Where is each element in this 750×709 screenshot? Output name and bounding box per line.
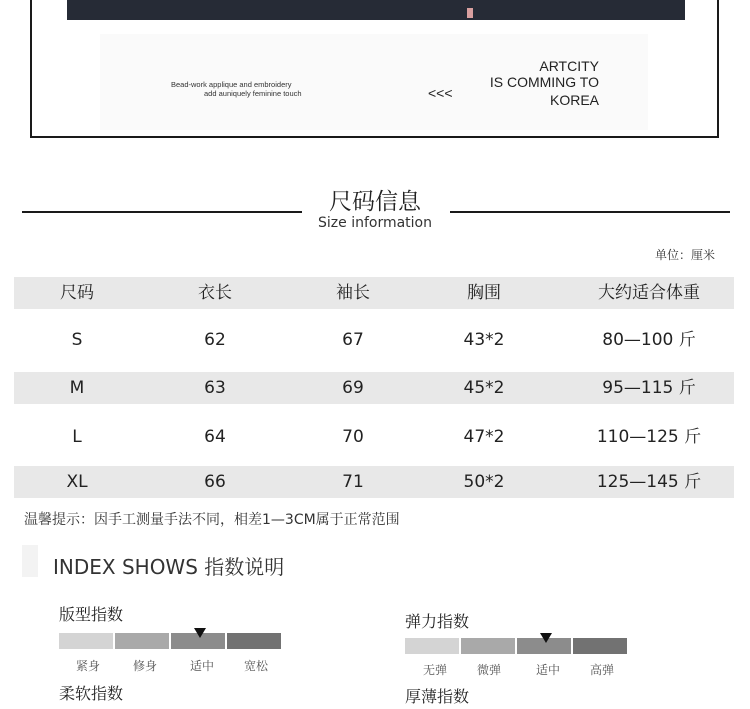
table-row bbox=[14, 372, 734, 404]
elasticity-seg-4 bbox=[573, 638, 627, 654]
table-header-row bbox=[14, 277, 734, 309]
product-photo bbox=[67, 0, 685, 20]
measurement-tip: 温馨提示：因手工测量手法不同，相差1—3CM属于正常范围 bbox=[24, 512, 400, 528]
cell-chest: 47*2 bbox=[463, 427, 505, 447]
fit-level-1: 紧身 bbox=[75, 659, 100, 673]
cell-size: S bbox=[71, 330, 83, 350]
cell-weight: 80—100 斤 bbox=[602, 330, 696, 350]
header-chest: 胸围 bbox=[467, 283, 501, 303]
cell-size: XL bbox=[66, 472, 88, 492]
cell-size: M bbox=[69, 378, 85, 398]
cell-sleeve: 67 bbox=[342, 330, 364, 350]
cell-length: 62 bbox=[204, 330, 226, 350]
fit-selected-marker-icon bbox=[194, 628, 206, 638]
slogan-line-1: Bead-work applique and embroidery bbox=[171, 80, 292, 89]
header-size: 尺码 bbox=[60, 283, 94, 303]
section-title: 尺码信息 bbox=[329, 189, 421, 215]
cell-weight: 110—125 斤 bbox=[596, 427, 702, 447]
table-row bbox=[14, 421, 734, 453]
elasticity-seg-1 bbox=[405, 638, 459, 654]
header-weight: 大约适合体重 bbox=[598, 283, 700, 303]
heading-rule-right bbox=[450, 211, 730, 213]
cell-sleeve: 69 bbox=[342, 378, 364, 398]
elasticity-level-4: 高弹 bbox=[589, 663, 614, 677]
garment-tag bbox=[467, 8, 473, 18]
table-row bbox=[14, 324, 734, 356]
softness-index-label: 柔软指数 bbox=[59, 684, 124, 703]
fit-level-2: 修身 bbox=[132, 659, 157, 673]
section-subtitle: Size information bbox=[318, 215, 432, 231]
heading-rule-left bbox=[22, 211, 302, 213]
fit-seg-4 bbox=[227, 633, 281, 649]
artcity-line-2: IS COMMING TO bbox=[489, 74, 599, 90]
fit-level-3: 适中 bbox=[189, 659, 214, 673]
cell-chest: 50*2 bbox=[463, 472, 505, 492]
cell-length: 63 bbox=[204, 378, 226, 398]
elasticity-level-2: 微弹 bbox=[476, 663, 501, 677]
elasticity-seg-2 bbox=[461, 638, 515, 654]
elasticity-index-bar bbox=[405, 638, 627, 654]
cell-chest: 43*2 bbox=[463, 330, 505, 350]
artcity-line-1: ARTCITY bbox=[539, 58, 599, 74]
elasticity-index-label: 弹力指数 bbox=[405, 612, 470, 631]
cell-sleeve: 70 bbox=[342, 427, 364, 447]
thickness-index-label: 厚薄指数 bbox=[405, 687, 470, 706]
cell-chest: 45*2 bbox=[463, 378, 505, 398]
fit-index-bar bbox=[59, 633, 281, 649]
fit-seg-1 bbox=[59, 633, 113, 649]
chevrons-left-icon: <<< bbox=[428, 85, 453, 101]
slogan-line-2: add auniquely feminine touch bbox=[204, 89, 302, 98]
cell-weight: 125—145 斤 bbox=[596, 472, 702, 492]
fit-seg-2 bbox=[115, 633, 169, 649]
elasticity-level-3: 适中 bbox=[535, 663, 560, 677]
table-row bbox=[14, 466, 734, 498]
header-length: 衣长 bbox=[198, 283, 232, 303]
fit-level-4: 宽松 bbox=[243, 659, 268, 673]
cell-sleeve: 71 bbox=[342, 472, 364, 492]
header-sleeve: 袖长 bbox=[336, 283, 370, 303]
cell-weight: 95—115 斤 bbox=[602, 378, 696, 398]
unit-note: 单位：厘米 bbox=[654, 248, 715, 262]
artcity-line-3: KOREA bbox=[549, 92, 599, 108]
cell-length: 64 bbox=[204, 427, 226, 447]
elasticity-level-1: 无弹 bbox=[422, 663, 447, 677]
fit-index-label: 版型指数 bbox=[59, 605, 124, 624]
elasticity-selected-marker-icon bbox=[540, 633, 552, 643]
index-title-marker bbox=[22, 545, 38, 577]
cell-length: 66 bbox=[204, 472, 226, 492]
index-title: INDEX SHOWS 指数说明 bbox=[53, 555, 285, 579]
cell-size: L bbox=[72, 427, 82, 447]
